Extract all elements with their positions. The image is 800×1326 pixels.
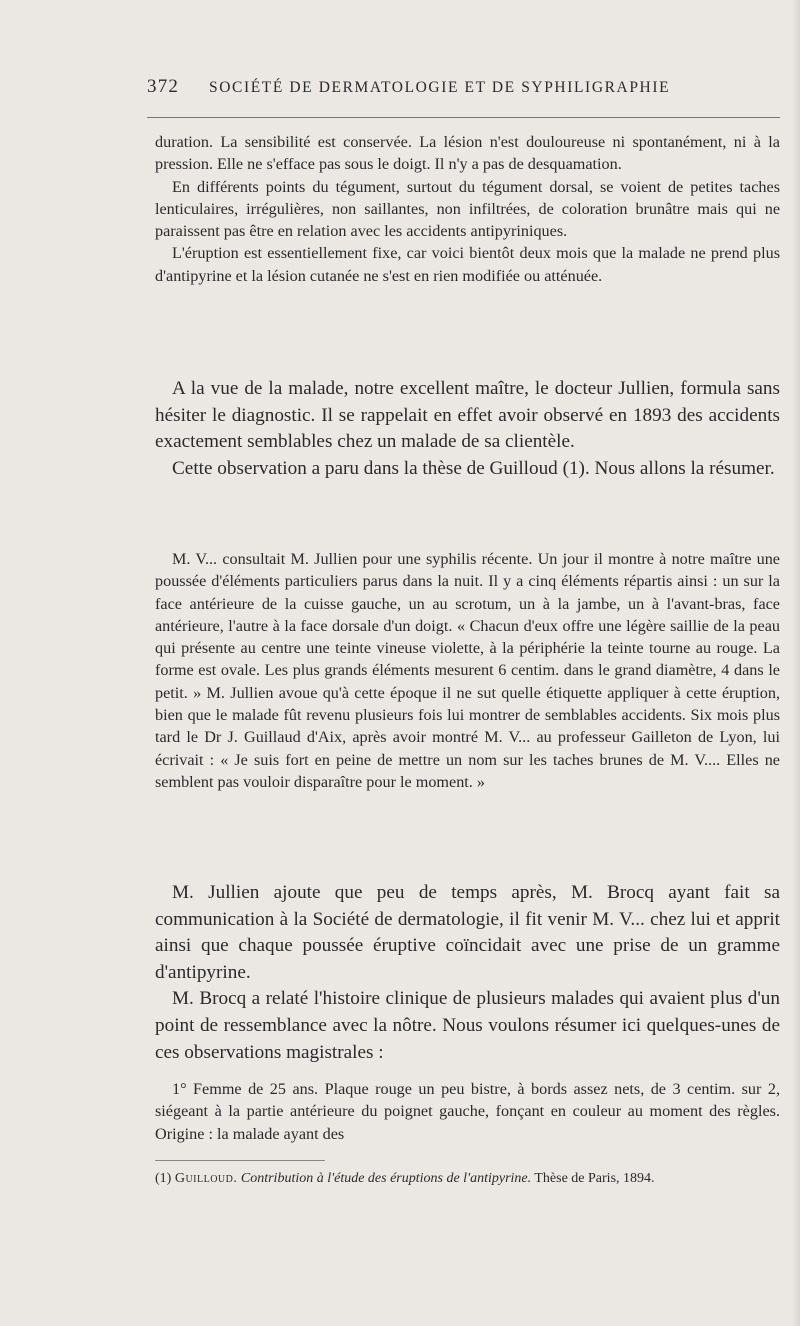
paragraph: M. V... consultait M. Jullien pour une syphilis récente. Un jour il montre à notre maître une poussée d'éléments particuliers parus dans la nuit. Il y a cinq éléments répartis ainsi : un sur la face antérieure de la cuisse gauche, un au scrotum, un à la jambe, un à l'avant-bras, face antérieure, l'autre à la face dorsale d'un doigt. « Chacun d'eux offre une légère saillie de la peau qui présente au centre une teinte vineuse violette, à la périphérie la teinte tourne au rouge. La forme est ovale. Les plus grands éléments mesurent 6 centim. dans le grand diamètre, 4 dans le petit. » M. Jullien avoue qu'à cette époque il ne sut quelle étiquette appliquer à cette éruption, bien que le malade fût revenu plusieurs fois lui montrer de semblables accidents. Six mois plus tard le Dr J. Guillaud d'Aix, après avoir montré M. V... au professeur Gailleton de Lyon, lui écrivait : « Je suis fort en peine de mettre un nom sur les taches brunes de M. V.... Elles ne semblent pas vouloir disparaître pour le moment. » bbox=[155, 550, 780, 791]
paragraph: M. Brocq a relaté l'histoire clinique de plusieurs malades qui avaient plus d'un point de ressemblance avec la nôtre. Nous voulons résumer ici quelques-unes de ces observations magistrales : bbox=[155, 988, 780, 1063]
footnote-marker: (1) bbox=[155, 1171, 172, 1186]
paragraph: En différents points du tégument, surtout du tégument dorsal, se voient de petites taches lenticulaires, irrégulières, non saillantes, non infiltrées, de coloration brunâtre mais qui ne paraissent pas être en relation avec les accidents antipyriniques. bbox=[155, 177, 780, 241]
text-block-continuation bbox=[155, 131, 780, 287]
text-block-brocq bbox=[155, 880, 780, 1066]
paragraph: A la vue de la malade, notre excellent maître, le docteur Jullien, formula sans hésiter le diagnostic. Il se rappelait en effet avoir observé en 1893 des accidents exactement semblables chez un malade de sa clientèle. bbox=[155, 378, 780, 453]
footnote-rule bbox=[155, 1160, 325, 1161]
paragraph: duration. La sensibilité est conservée. La lésion n'est douloureuse ni spontanément, ni à la pression. Elle ne s'efface pas sous le doigt. Il n'y a pas de desquamation. bbox=[155, 133, 780, 174]
running-header bbox=[147, 76, 780, 98]
footnote-text bbox=[155, 1168, 780, 1189]
footnote-details: Thèse de Paris, 1894. bbox=[534, 1171, 655, 1186]
paragraph: 1° Femme de 25 ans. Plaque rouge un peu bistre, à bords assez nets, de 3 centim. sur 2, siégeant à la partie antérieure du poignet gauche, fonçant en couleur au moment des règles. Origine : la malade ayant des bbox=[155, 1080, 780, 1143]
paragraph: L'éruption est essentiellement fixe, car voici bientôt deux mois que la malade ne prend plus d'antipyrine et la lésion cutanée ne s'est en rien modifiée ou atténuée. bbox=[155, 244, 780, 285]
paragraph: Cette observation a paru dans la thèse de Guilloud (1). Nous allons la résumer. bbox=[172, 457, 775, 479]
text-block-diagnosis bbox=[155, 376, 780, 482]
page-edge-shadow bbox=[792, 0, 800, 1326]
page-number: 372 bbox=[147, 76, 180, 97]
footnote-author: Guilloud. bbox=[174, 1171, 238, 1186]
text-block-case-1 bbox=[155, 1078, 780, 1145]
footnote-work-title: Contribution à l'étude des éruptions de l'antipyrine. bbox=[240, 1171, 532, 1186]
text-block-observation bbox=[155, 548, 780, 793]
header-rule bbox=[147, 117, 780, 118]
paragraph: M. Jullien ajoute que peu de temps après, M. Brocq ayant fait sa communication à la Société de dermatologie, il fit venir M. V... chez lui et apprit ainsi que chaque poussée éruptive coïncidait avec une prise de un gramme d'antipyrine. bbox=[155, 882, 780, 983]
footnote bbox=[155, 1168, 780, 1189]
running-title: SOCIÉTÉ DE DERMATOLOGIE ET DE SYPHILIGRAPHIE bbox=[209, 79, 671, 96]
